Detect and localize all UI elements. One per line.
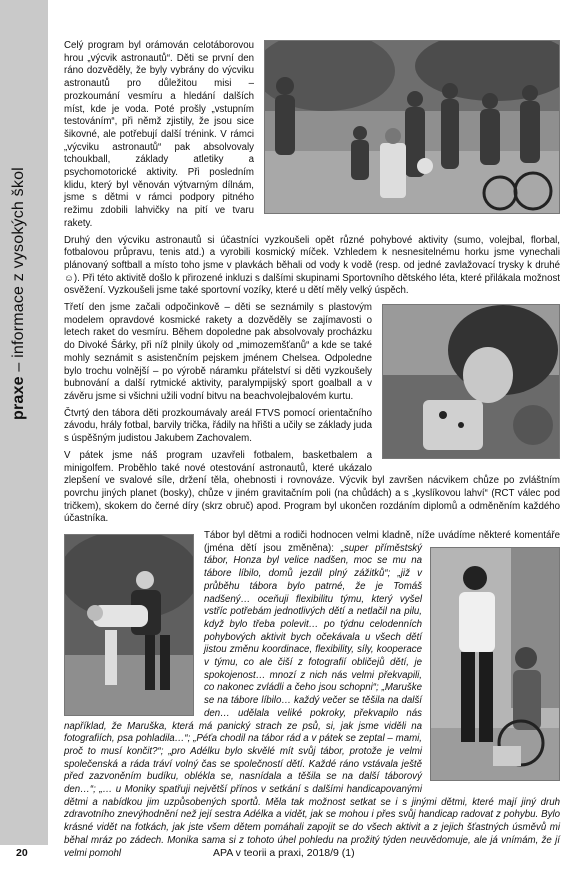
page-footer — [0, 844, 570, 864]
comments-quotes-text: „super příměstský tábor, Honza byl velice nadšen, moc se mu na tábore líbilo, domů jezdil plný zážitků“; „již v průběhu tábora bylo patrné, že je Tomáš nadšený… oceňuji flexibilitu týmu, který vyšel vstříc potřebám jednotlivých dětí a netlačil na pilu, když bylo třeba polevit… po týdnu celodenních pohybových aktivit bych očekávala u všech dětí jistou změnu koordinace, flexibility, síly, kooperace v týmu, co ale čiší z fotografií obličejů dětí, je spokojenost… mnozí z nich nás velmi překvapili, co nakonec zvládli a čeho jsou schopni“; „Maruške se na tábore líbilo… každý večer se těšila na další den… udělala veliké pokroky, překvapilo nás například, že Maruška, která má panický strach ze psů, si, jak jsme viděli na fotografiích, psa pohladila…“; „Péťa chodil na tábor rád a v pátek se zeptal – mami, proč to musí končit?“; „pro Adélku bylo skvělé mít svůj tábor, protože je velmi společenská a ráda tráví volný čas se společností dětí. Každé ráno vstávala ještě před zazvoněním budíku, oblékla se, nasnídala a těšila se na další táborový den…“; „… u Moniky spatřuji největší přínos v setkání s dalšími handicapovanými dětmi a nabídkou jim uzpůsobených sportů. Měla tak možnost setkat se i s jinými dětmi, které mají jiný druh zdravotního znevýhodnění než její sestra Adélka a vidět, jak se mohou i přes svůj handicap radovat z pohybu. Bylo krásné vidět na fotkách, jak jste všem dětem pomáhali zapojit se do všech aktivit a z jejich šťastných úsměvů mi běhal mráz po zádech. Monika sama si z tohoto úhel pohledu na prožitý týden neuvědomuje, ale já vnímám, že jí velmi pomohl — [64, 542, 560, 859]
section-label — [10, 167, 28, 420]
article-body — [64, 40, 560, 864]
page-number: 20 — [16, 847, 28, 859]
photo-wheelchair-stepping — [430, 547, 560, 781]
photo-judo — [64, 534, 194, 716]
photo-group-walk — [264, 40, 560, 214]
journal-citation: APA v teorii a praxi, 2018/9 (1) — [213, 847, 355, 859]
paragraph-3: Třetí den jsme začali odpočinkově – děti se seznámily s plastovým modelem opravdové kosmické rakety a dozvěděly se zajímavosti o letech raket do vesmíru. Během dopoledne pak absolvovaly procházku do Divoké Šárky, při níž plnily úkoly od „mimozemšťanů“ a kde se také mohly seznámit s asistenčním pejskem jménem Chelsea. Odpoledne bylo trochu volnější – po výrobě náramku přátelství si děti vyzkoušely bubnování a další rytmické aktivity, paralympijský sport goalball a v závěru jsme si všichni užili vodní bitvu na beachvolejbalovém kurtu. — [64, 302, 372, 402]
paragraph-1: Celý program byl orámován celotáborovou hrou „výcvik astronautů“. Děti se první den ráno dozvěděly, že byly vybrány do výcviku astronautů pro důležitou misi – prozkoumání vesmíru a hledání dalších míst, kde je voda. Poté prošly „vstupním testováním“, při němž zjistily, že jsou sice šikovné, ale potřebují další trénink. V rámci „výcviku astronautů“ pak absolvovaly tchoukball, základy atletiky a psychomotorické aktivity. Při posledním klidu, který byl věnován výtvarným dílnám, jsme s dětmi v rámci podpory pitného režimu zdobili lahvičky na pití ve tvaru rakety. — [64, 40, 254, 229]
paragraph-5: V pátek jsme náš program uzavřeli fotbalem, basketbalem a minigolfem. Proběhlo také nové otestování astronautů, které ukázalo zlepšení ve svalové síle, držení těla, ohebnosti i rovnováze. Výcvik byl završen nácvikem chůze po zvláštním povrchu jiných planet (bosky), chůze v jiném gravitačním poli (na chůdách) a s „kyslíkovou lahví“ (RCT válec pod tričkem), skokem do černé díry (skrz obruč) apod. Program byl ukončen rozdáním diplomů a odměněním každého účastníka. — [64, 449, 560, 525]
paragraph-4: Čtvrtý den tábora děti prozkoumávaly areál FTVS pomocí orientačního závodu, hrály fotbal, barvily trička, řádily na hřišti a učily se základy juda s úspěšným judistou Jakubem Zachovalem. — [64, 407, 372, 445]
section-label-bold: praxe — [10, 376, 27, 420]
section-label-rest: – informace z vysokých škol — [10, 167, 27, 377]
comments-intro: Tábor byl dětmi a rodiči hodnocen velmi kladně, níže uvádíme některé komentáře (jména dětí jsou změněna): — [204, 530, 560, 554]
section-sidebar — [0, 0, 48, 845]
paragraph-2: Druhý den výcviku astronautů si účastníci vyzkoušeli opět různé pohybové aktivity (sumo, volejbal, florbal, fotbalovou průpravu, tenis atd.) a vyrobili kosmický míček. Vzhledem k nesnesitelnému horku jsme vynechali plánovaný softball a místo toho jsme v plavkách běhali od vody k vodě (resp. od jedné zavlažovací trysky k druhé ☺). Při této aktivitě došlo k přirozené inkluzi s dalšími skupinami Sportovního dětského léta, které přilákala možnost osvěžení. Vyzkoušeli jsme také sportovní vozíky, které u dětí měly velký úspěch. — [64, 234, 560, 297]
photo-child-painting — [382, 304, 560, 459]
